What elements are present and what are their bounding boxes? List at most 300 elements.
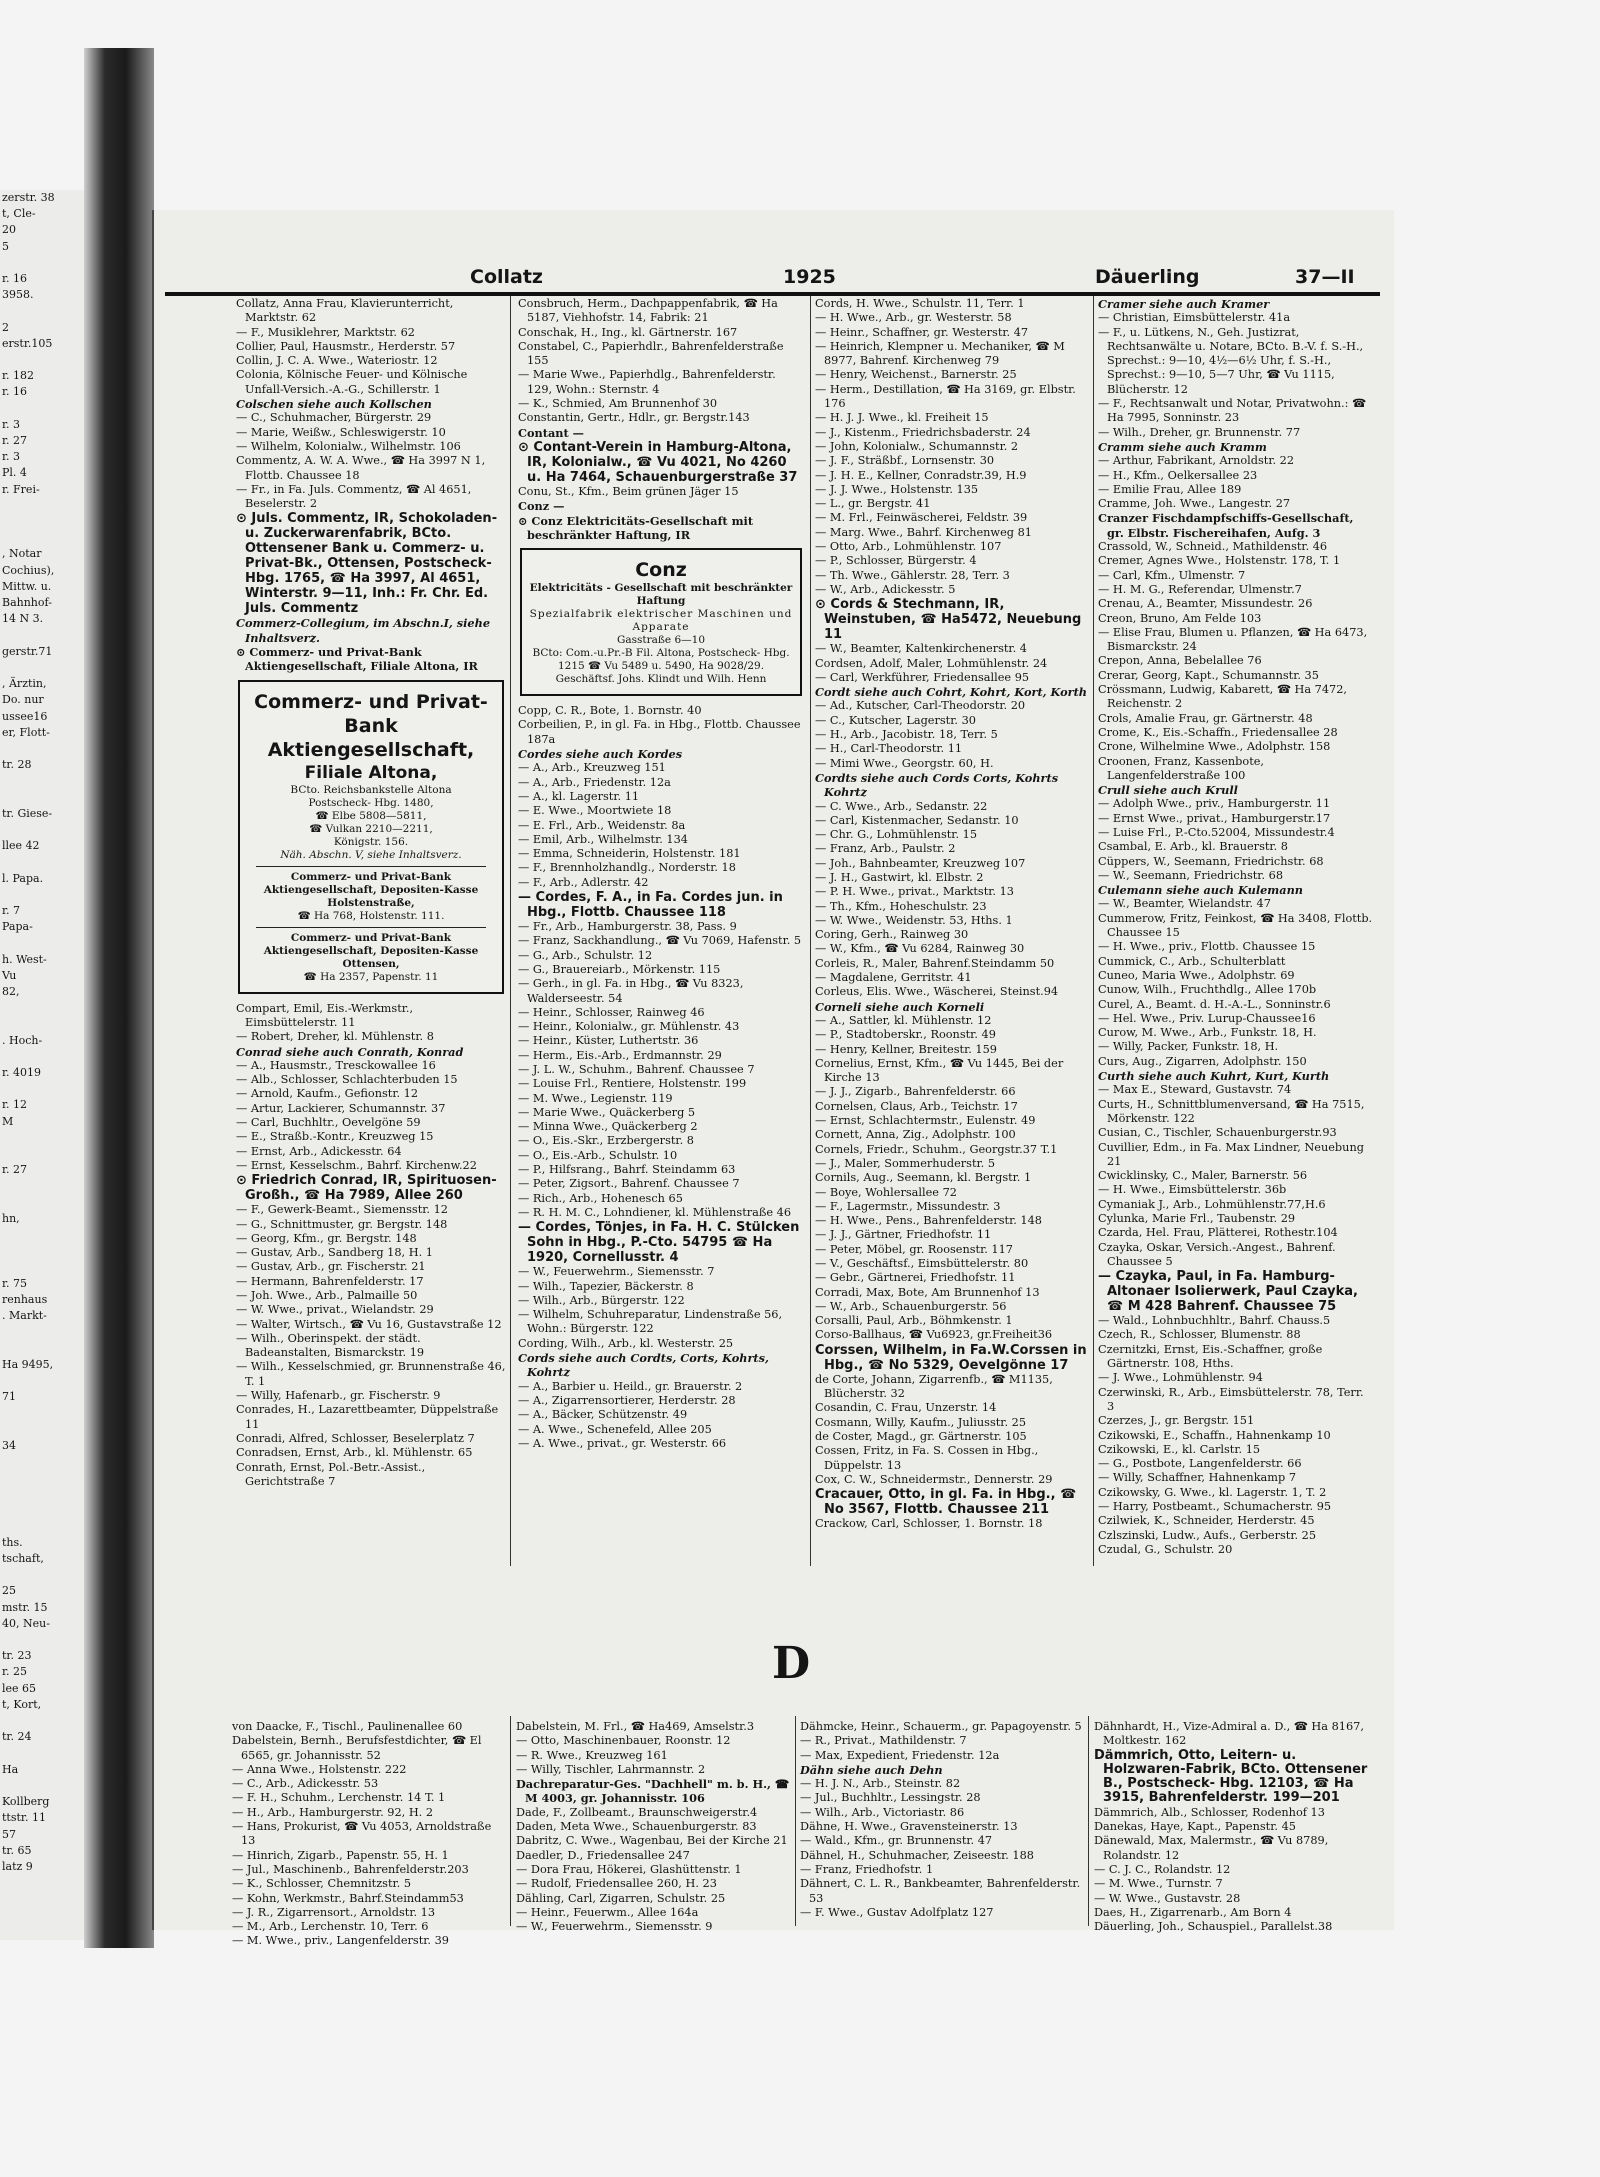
directory-entry: — C. J. C., Rolandstr. 12 xyxy=(1094,1862,1231,1876)
left-page-text-fragment: erstr.105 xyxy=(2,336,53,350)
directory-entry: — C., Arb., Adickesstr. 53 xyxy=(232,1777,379,1791)
directory-entry: — A., Arb., Kreuzweg 151 xyxy=(518,761,666,775)
directory-entry: — Luise Frl., P.-Cto.52004, Missundestr.4 xyxy=(1098,825,1335,839)
left-page-text-fragment: 82, xyxy=(2,984,20,998)
left-page-text-fragment xyxy=(0,1195,90,1211)
left-page-text-fragment: r. 182 xyxy=(2,369,35,383)
left-page-text-fragment: renhaus xyxy=(2,1292,48,1306)
directory-entry: Commerz-Collegium, im Abschn.I, siehe Inhaltsverz. xyxy=(236,616,491,645)
directory-entry: Conu, St., Kfm., Beim grünen Jäger 15 xyxy=(518,484,739,498)
directory-entry: — W., Arb., Schauenburgerstr. 56 xyxy=(815,1299,1007,1313)
directory-entry: Cordts siehe auch Cords Corts, Kohrts Kohrtz xyxy=(815,770,1059,800)
directory-entry: — Th., Kfm., Hoheschulstr. 23 xyxy=(815,899,987,913)
directory-entry: — W., Kfm., ☎ Vu 6284, Rainweg 30 xyxy=(815,942,1025,956)
directory-entry: — Marie Wwe., Papierhdlg., Bahrenfelderstr. 129, Wohn.: Sternstr. 4 xyxy=(518,368,776,396)
directory-entry: — R., Privat., Mathildenstr. 7 xyxy=(800,1734,967,1748)
ad-branch: Commerz- und Privat-Bank Aktiengesellschaft, Depositen-Kasse Holstenstraße, xyxy=(263,870,479,909)
left-page-text-fragment: 25 xyxy=(2,1584,16,1598)
directory-entry: Czikowsky, G. Wwe., kl. Lagerstr. 1, T. 2 xyxy=(1098,1485,1327,1499)
left-page-text-fragment: r. 3 xyxy=(2,417,21,431)
directory-entry: — Heinrich, Klempner u. Mechaniker, ☎ M 8977, Bahrenf. Kirchenweg 79 xyxy=(815,339,1065,368)
header-year: 1925 xyxy=(783,266,836,288)
left-page-text-fragment: Mittw. u. xyxy=(2,579,52,593)
directory-entry: Crone, Wilhelmine Wwe., Adolphstr. 158 xyxy=(1098,740,1331,754)
left-page-text-fragment: ussee16 xyxy=(2,709,48,723)
directory-entry: Consbruch, Herm., Dachpappenfabrik, ☎ Ha 5187, Viehhofstr. 14, Fabrik: 21 xyxy=(518,297,778,325)
directory-entry: Corleus, Elis. Wwe., Wäscherei, Steinst.94 xyxy=(815,985,1059,999)
directory-entry: Cornett, Anna, Zig., Adolphstr. 100 xyxy=(815,1128,1016,1142)
directory-entry: — G., Schnittmuster, gr. Bergstr. 148 xyxy=(236,1217,448,1231)
directory-entry: — G., Postbote, Langenfelderstr. 66 xyxy=(1098,1457,1302,1471)
directory-entry: Commentz, A. W. A. Wwe., ☎ Ha 3997 N 1, Flottb. Chaussee 18 xyxy=(236,454,486,482)
left-page-text-fragment: llee 42 xyxy=(2,839,40,853)
directory-entry: — Emilie Frau, Allee 189 xyxy=(1098,482,1242,496)
directory-entry: Copp, C. R., Bote, 1. Bornstr. 40 xyxy=(518,704,702,718)
directory-entry: — W., Seemann, Friedrichstr. 68 xyxy=(1098,868,1284,882)
directory-entry: Cords, H. Wwe., Schulstr. 11, Terr. 1 xyxy=(815,297,1025,310)
directory-entry: — J. R., Zigarrensort., Arnoldstr. 13 xyxy=(232,1905,436,1919)
directory-entry: — Chr. G., Lohmühlenstr. 15 xyxy=(815,828,978,842)
column-2 xyxy=(518,297,804,1451)
directory-entry: — Fr., in Fa. Juls. Commentz, ☎ Al 4651, Beselerstr. 2 xyxy=(236,482,472,511)
directory-entry: — J., Kistenm., Friedrichsbaderstr. 24 xyxy=(815,425,1031,439)
directory-entry: — Wald., Kfm., gr. Brunnenstr. 47 xyxy=(800,1834,993,1848)
directory-entry: — P., Stadtoberskr., Roonstr. 49 xyxy=(815,1028,996,1042)
directory-entry: — Georg, Kfm., gr. Bergstr. 148 xyxy=(236,1231,417,1245)
directory-entry: Colschen siehe auch Kollschen xyxy=(236,397,432,412)
directory-entry: Curth siehe auch Kuhrt, Kurt, Kurth xyxy=(1098,1069,1330,1084)
directory-entry: Cracauer, Otto, in gl. Fa. in Hbg., ☎ No 3567, Flottb. Chaussee 211 xyxy=(815,1487,1077,1518)
directory-entry: — W. Wwe., Weidenstr. 53, Hths. 1 xyxy=(815,913,1013,927)
directory-entry: Cranzer Fischdampfschiffs-Gesellschaft, gr. Elbstr. Fischereihafen, Aufg. 3 xyxy=(1098,511,1354,540)
directory-entry: — Wilh., Arb., Victoriastr. 86 xyxy=(800,1805,965,1819)
directory-entry: Coring, Gerh., Rainweg 30 xyxy=(815,928,969,942)
conz-advertisement xyxy=(520,548,802,696)
ad-line: Spezialfabrik elektrischer Maschinen und Apparate xyxy=(529,608,793,634)
left-page-text-fragment: hn, xyxy=(2,1211,20,1225)
directory-entry: — Robert, Dreher, kl. Mühlenstr. 8 xyxy=(236,1030,434,1044)
directory-entry: — Peter, Möbel, gr. Roosenstr. 117 xyxy=(815,1242,1013,1256)
directory-entry: Dähnert, C. L. R., Bankbeamter, Bahrenfelderstr. 53 xyxy=(800,1877,1081,1905)
left-page-text-fragment: r. 27 xyxy=(2,1163,28,1177)
left-page-text-fragment: er, Flott- xyxy=(2,725,50,739)
directory-entry: — F., Brennholzhandlg., Norderstr. 18 xyxy=(518,861,736,875)
directory-entry: — Wald., Lohnbuchhltr., Bahrf. Chauss.5 xyxy=(1098,1314,1331,1328)
directory-entry: — H. Wwe., priv., Flottb. Chaussee 15 xyxy=(1098,940,1316,954)
directory-entry: — J. J., Gärtner, Friedhofstr. 11 xyxy=(815,1228,992,1242)
d-column-3 xyxy=(800,1720,1082,1920)
directory-entry: Dabritz, C. Wwe., Wagenbau, Bei der Kirche 21 xyxy=(516,1834,788,1848)
left-page-text-fragment xyxy=(0,303,90,319)
directory-entry: — J. F., Sträßbf., Lornsenstr. 30 xyxy=(815,454,995,468)
directory-entry: Dabelstein, M. Frl., ☎ Ha469, Amselstr.3 xyxy=(516,1720,755,1733)
directory-entry: Cunow, Wilh., Fruchthdlg., Allee 170b xyxy=(1098,983,1317,997)
left-page-text-fragment xyxy=(0,401,90,417)
directory-entry: — Henry, Weichenst., Barnerstr. 25 xyxy=(815,368,1017,382)
directory-entry: Czech, R., Schlosser, Blumenstr. 88 xyxy=(1098,1328,1301,1342)
directory-entry: — J. J., Zigarb., Bahrenfelderstr. 66 xyxy=(815,1085,1016,1099)
directory-entry: Crerar, Georg, Kapt., Schumannstr. 35 xyxy=(1098,668,1319,682)
header-right-keyword: Däuerling xyxy=(1095,266,1200,288)
directory-entry: Cornelius, Ernst, Kfm., ☎ Vu 1445, Bei der Kirche 13 xyxy=(815,1056,1064,1085)
directory-entry: — A., Bäcker, Schützenstr. 49 xyxy=(518,1408,688,1422)
directory-entry: Crössmann, Ludwig, Kabarett, ☎ Ha 7472, Reichenstr. 2 xyxy=(1098,683,1347,711)
directory-entry: — C., Schuhmacher, Bürgerstr. 29 xyxy=(236,411,432,425)
directory-entry: — K., Schmied, Am Brunnenhof 30 xyxy=(518,397,718,411)
directory-entry: — J., Maler, Sommerhuderstr. 5 xyxy=(815,1156,996,1170)
directory-entry: — Wilh., Arb., Bürgerstr. 122 xyxy=(518,1293,685,1307)
directory-entry: — W., Beamter, Wielandstr. 47 xyxy=(1098,897,1271,911)
left-page-text-fragment xyxy=(0,854,90,870)
directory-entry: Dähne, H. Wwe., Gravensteinerstr. 13 xyxy=(800,1820,1018,1834)
directory-entry: — Willy, Packer, Funkstr. 18, H. xyxy=(1098,1040,1279,1054)
ad-title: Conz xyxy=(635,559,687,582)
directory-entry: Däuerling, Joh., Schauspiel., Parallelst.38 xyxy=(1094,1920,1333,1934)
directory-entry: — Mimi Wwe., Georgstr. 60, H. xyxy=(815,756,994,770)
left-page-text-fragment: Kollberg xyxy=(2,1795,50,1809)
directory-entry: — Wilh., Oberinspekt. der städt. Badeanstalten, Bismarckstr. 19 xyxy=(236,1331,425,1360)
left-page-text-fragment xyxy=(0,935,90,951)
directory-entry: Corso-Ballhaus, ☎ Vu6923, gr.Freiheit36 xyxy=(815,1328,1053,1342)
directory-entry: — Heinr., Kolonialw., gr. Mühlenstr. 43 xyxy=(518,1020,740,1034)
directory-entry: — H. J. N., Arb., Steinstr. 82 xyxy=(800,1777,961,1791)
left-page-text-fragment: r. 3 xyxy=(2,450,21,464)
directory-entry: — Ernst, Kesselschm., Bahrf. Kirchenw.22 xyxy=(236,1158,477,1172)
directory-entry: Dade, F., Zollbeamt., Braunschweigerstr.4 xyxy=(516,1805,758,1819)
ad-line: Königstr. 156. xyxy=(333,835,409,848)
directory-entry: — Franz, Sackhandlung., ☎ Vu 7069, Hafenstr. 5 xyxy=(518,934,802,948)
ad-line: ☎ Ha 2357, Papenstr. 11 xyxy=(303,970,439,983)
directory-entry: — Hel. Wwe., Priv. Lurup-Chaussee16 xyxy=(1098,1011,1316,1025)
directory-entry: — J. H. E., Kellner, Conradstr.39, H.9 xyxy=(815,468,1027,482)
ad-line: Näh. Abschn. V, siehe Inhaltsverz. xyxy=(280,848,462,861)
directory-entry: — Emil, Arb., Wilhelmstr. 134 xyxy=(518,832,688,846)
directory-entry: — C., Kutscher, Lagerstr. 30 xyxy=(815,713,976,727)
directory-entry: — H., Carl-Theodorstr. 11 xyxy=(815,742,963,756)
left-page-text-fragment: zerstr. 38 xyxy=(2,191,55,204)
directory-entry: — Ernst, Schlachtermstr., Eulenstr. 49 xyxy=(815,1114,1036,1128)
directory-entry: ⊙ Juls. Commentz, IR, Schokoladen- u. Zuckerwarenfabrik, BCto. Ottensener Bank u. Commerz- u. Privat-Bk., Ottensen, Postscheck-Hbg. 1765, ☎ Ha 3997, Al 4651, Winterstr. 9—11, Inh.: Fr. Chr. Ed. Juls. Commentz xyxy=(236,511,498,617)
directory-entry: Czernitzki, Ernst, Eis.-Schaffner, große Gärtnerstr. 108, Hths. xyxy=(1098,1342,1323,1371)
column-1 xyxy=(236,297,506,1489)
directory-entry: — A. Wwe., privat., gr. Westerstr. 66 xyxy=(518,1436,727,1450)
directory-entry: — Herm., Eis.-Arb., Erdmannstr. 29 xyxy=(518,1048,722,1062)
left-page-text-fragment xyxy=(0,1081,90,1097)
left-page-text-fragment: Pl. 4 xyxy=(2,466,27,480)
left-page-text-fragment: 14 N 3. xyxy=(2,612,44,626)
directory-entry: — W., Arb., Adickesstr. 5 xyxy=(815,582,956,596)
ad-line: BCto: Com.-u.Pr.-B Fil. Altona, Postscheck- Hbg. 1215 ☎ Vu 5489 u. 5490, Ha 9028/29. Geschäftsf. Johs. Klindt und Wilh. Henn xyxy=(532,647,790,686)
directory-entry: — Elise Frau, Blumen u. Pflanzen, ☎ Ha 6473, Bismarckstr. 24 xyxy=(1098,625,1368,654)
directory-entry: Cuvillier, Edm., in Fa. Max Lindner, Neuebung 21 xyxy=(1098,1140,1364,1168)
directory-entry: — R. Wwe., Kreuzweg 161 xyxy=(516,1748,668,1762)
left-page-text-fragment xyxy=(0,822,90,838)
left-page-text-fragment xyxy=(0,1227,90,1243)
directory-entry: Dähnhardt, H., Vize-Admiral a. D., ☎ Ha 8167, Moltkestr. 162 xyxy=(1094,1720,1364,1748)
directory-entry: Corradi, Max, Bote, Am Brunnenhof 13 xyxy=(815,1285,1040,1299)
directory-entry: Dachreparatur-Ges. "Dachhell" m. b. H., ☎ M 4003, gr. Johannisstr. 106 xyxy=(516,1777,789,1806)
left-page-text-fragment: r. 16 xyxy=(2,272,28,286)
page-number: 37—II xyxy=(1295,266,1355,288)
column-rule xyxy=(510,296,511,1566)
directory-entry: — E., Straßb.-Kontr., Kreuzweg 15 xyxy=(236,1130,434,1144)
directory-entry: Czayka, Oskar, Versich.-Angest., Bahrenf. Chaussee 5 xyxy=(1098,1240,1336,1268)
directory-entry: — Heinr., Küster, Luthertstr. 36 xyxy=(518,1034,699,1048)
left-page-text-fragment xyxy=(0,660,90,676)
directory-entry: Cramm siehe auch Kramm xyxy=(1098,439,1267,454)
directory-entry: — Th. Wwe., Gählerstr. 28, Terr. 3 xyxy=(815,568,1010,582)
section-letter: D xyxy=(772,1638,811,1689)
directory-entry: Corneli siehe auch Korneli xyxy=(815,999,985,1014)
directory-entry: — Alb., Schlosser, Schlachterbuden 15 xyxy=(236,1073,458,1087)
directory-entry: — Hans, Prokurist, ☎ Vu 4053, Arnoldstraße 13 xyxy=(232,1820,492,1848)
directory-entry: — A. Wwe., Schenefeld, Allee 205 xyxy=(518,1422,712,1436)
directory-entry: Dähnel, H., Schuhmacher, Zeiseestr. 188 xyxy=(800,1848,1034,1862)
left-page-text-fragment xyxy=(0,352,90,368)
ad-line: ☎ Elbe 5808—5811, xyxy=(315,809,427,822)
ad-line: BCto. Reichsbankstelle Altona xyxy=(290,783,452,796)
directory-entry: — A., kl. Lagerstr. 11 xyxy=(518,789,640,803)
directory-entry: de Coster, Magd., gr. Gärtnerstr. 105 xyxy=(815,1429,1027,1443)
directory-entry: — C. Wwe., Arb., Sedanstr. 22 xyxy=(815,799,988,813)
directory-entry: — Willy, Tischler, Lahrmannstr. 2 xyxy=(516,1762,706,1776)
directory-entry: — Wilhelm, Kolonialw., Wilhelmstr. 106 xyxy=(236,439,461,453)
directory-entry: — Carl, Werkführer, Friedensallee 95 xyxy=(815,670,1030,684)
directory-entry: Dähling, Carl, Zigarren, Schulstr. 25 xyxy=(516,1891,726,1905)
directory-entry: de Corte, Johann, Zigarrenfb., ☎ M1135, Blücherstr. 32 xyxy=(815,1372,1053,1401)
directory-entry: Collin, J. C. A. Wwe., Wateriostr. 12 xyxy=(236,354,438,368)
left-page-text-fragment xyxy=(0,530,90,546)
directory-entry: — Otto, Arb., Lohmühlenstr. 107 xyxy=(815,540,1002,554)
directory-entry: Creon, Bruno, Am Felde 103 xyxy=(1098,611,1262,625)
directory-entry: Cording, Wilh., Arb., kl. Westerstr. 25 xyxy=(518,1336,734,1350)
directory-entry: — F., u. Lütkens, N., Geh. Justizrat, Rechtsanwälte u. Notare, BCto. B.-V. f. S.-H., Sprechst.: 9—10, 4½—6½ Uhr, f. S.-H., Sprechst.: 9—10, 5—7 Uhr, ☎ Vu 1115, Blücherstr. 12 xyxy=(1098,325,1364,396)
directory-entry: — Gustav, Arb., Sandberg 18, H. 1 xyxy=(236,1246,433,1260)
directory-entry: — Willy, Hafenarb., gr. Fischerstr. 9 xyxy=(236,1389,441,1403)
left-page-text-fragment: l. Papa. xyxy=(2,871,44,885)
left-page-text-fragment: ttstr. 11 xyxy=(2,1811,46,1825)
directory-entry: — H. J. J. Wwe., kl. Freiheit 15 xyxy=(815,411,989,425)
directory-entry: Culemann siehe auch Kulemann xyxy=(1098,883,1304,898)
directory-entry: Crome, K., Eis.-Schaffn., Friedensallee 28 xyxy=(1098,725,1338,739)
directory-entry: Curow, M. Wwe., Arb., Funkstr. 18, H. xyxy=(1098,1026,1317,1040)
left-page-text-fragment: r. 25 xyxy=(2,1665,28,1679)
directory-entry: — P., Schlosser, Bürgerstr. 4 xyxy=(815,554,977,568)
directory-entry: Dämmrich, Alb., Schlosser, Rodenhof 13 xyxy=(1094,1805,1325,1819)
directory-entry: Csambal, E. Arb., kl. Brauerstr. 8 xyxy=(1098,840,1288,854)
directory-entry: Cylunka, Marie Frl., Taubenstr. 29 xyxy=(1098,1212,1296,1225)
directory-entry: — Adolph Wwe., priv., Hamburgerstr. 11 xyxy=(1098,797,1331,811)
directory-entry: — Artur, Lackierer, Schumannstr. 37 xyxy=(236,1101,446,1115)
d-column-4 xyxy=(1094,1720,1378,1934)
directory-entry: — Marie, Weißw., Schleswigerstr. 10 xyxy=(236,425,446,439)
directory-entry: Conz — xyxy=(518,499,565,514)
left-page-text-fragment xyxy=(0,1324,90,1340)
left-page-text-fragment xyxy=(0,1146,90,1162)
left-page-text-fragment xyxy=(0,255,90,271)
left-page-text-fragment: tr. 24 xyxy=(2,1730,32,1744)
left-page-text-fragment: 71 xyxy=(2,1390,16,1404)
directory-entry: — H. Wwe., Pens., Bahrenfelderstr. 148 xyxy=(815,1214,1042,1228)
left-page-text-fragment xyxy=(0,1049,90,1065)
directory-entry: Cummerow, Fritz, Feinkost, ☎ Ha 3408, Flottb. Chaussee 15 xyxy=(1098,911,1373,940)
left-page-text-fragment: latz 9 xyxy=(2,1859,33,1873)
left-page-text-fragment xyxy=(0,1000,90,1016)
directory-entry: — M. Wwe., Legienstr. 119 xyxy=(518,1091,673,1105)
left-page-text-fragment xyxy=(0,627,90,643)
directory-entry: Conrad siehe auch Conrath, Konrad xyxy=(236,1044,464,1059)
directory-entry: — A., Arb., Friedenstr. 12a xyxy=(518,775,671,789)
directory-entry: Crassold, W., Schneid., Mathildenstr. 46 xyxy=(1098,540,1328,554)
directory-entry: Cremer, Agnes Wwe., Holstenstr. 178, T. 1 xyxy=(1098,554,1341,568)
directory-entry: Crackow, Carl, Schlosser, 1. Bornstr. 18 xyxy=(815,1517,1043,1531)
directory-entry: Curs, Aug., Zigarren, Adolphstr. 150 xyxy=(1098,1054,1307,1068)
directory-entry: — M. Wwe., priv., Langenfelderstr. 39 xyxy=(232,1934,449,1948)
directory-entry: — Marie Wwe., Quäckerberg 5 xyxy=(518,1105,696,1119)
directory-entry: — V., Geschäftsf., Eimsbüttelerstr. 80 xyxy=(815,1257,1029,1270)
directory-entry: Cosmann, Willy, Kaufm., Juliusstr. 25 xyxy=(815,1415,1027,1429)
directory-entry: — Arthur, Fabrikant, Arnoldstr. 22 xyxy=(1098,454,1295,468)
directory-entry: — Cordes, F. A., in Fa. Cordes jun. in Hbg., Flottb. Chaussee 118 xyxy=(518,890,783,921)
header-left-keyword: Collatz xyxy=(470,266,543,288)
directory-entry: — A., Hausmstr., Tresckowallee 16 xyxy=(236,1058,436,1072)
directory-entry: — Wilh., Dreher, gr. Brunnenstr. 77 xyxy=(1098,425,1301,439)
directory-entry: — Wilhelm, Schuhreparatur, Lindenstraße 56, Wohn.: Bürgerstr. 122 xyxy=(518,1308,783,1336)
directory-entry: — W. Wwe., Gustavstr. 28 xyxy=(1094,1891,1241,1905)
left-page-text-fragment xyxy=(0,514,90,530)
left-page-text-fragment xyxy=(0,1470,90,1486)
directory-entry: — Gustav, Arb., gr. Fischerstr. 21 xyxy=(236,1260,426,1274)
directory-entry: — Rudolf, Friedensallee 260, H. 23 xyxy=(516,1877,717,1891)
directory-entry: — Boye, Wohlersallee 72 xyxy=(815,1185,957,1199)
directory-entry: — Jul., Maschinenb., Bahrenfelderstr.203 xyxy=(232,1862,469,1876)
directory-entry: Cox, C. W., Schneidermstr., Dennerstr. 29 xyxy=(815,1472,1053,1486)
directory-entry: — F., Rechtsanwalt und Notar, Privatwohn.: ☎ Ha 7995, Sonninstr. 23 xyxy=(1098,397,1367,425)
left-page-text-fragment xyxy=(0,498,90,514)
directory-entry: ⊙ Cords & Stechmann, IR, Weinstuben, ☎ Ha5472, Neuebung 11 xyxy=(815,597,1082,643)
directory-entry: Cramme, Joh. Wwe., Langestr. 27 xyxy=(1098,497,1291,511)
left-page-text-fragment: tr. 23 xyxy=(2,1649,32,1663)
directory-entry: Curts, H., Schnittblumenversand, ☎ Ha 7515, Mörkenstr. 122 xyxy=(1098,1097,1365,1125)
left-page-text-fragment: . Hoch- xyxy=(2,1033,43,1047)
directory-entry: — W., Feuerwehrm., Siemensstr. 7 xyxy=(518,1265,715,1279)
left-page-text-fragment: r. 16 xyxy=(2,385,28,399)
left-page-text-fragment: gerstr.71 xyxy=(2,644,53,658)
left-page-text-fragment: , Ärztin, xyxy=(2,677,47,691)
column-rule xyxy=(510,1716,511,1926)
directory-entry: — Max, Expedient, Friedenstr. 12a xyxy=(800,1748,1000,1762)
directory-entry: — P. H. Wwe., privat., Marktstr. 13 xyxy=(815,885,1014,899)
left-page-text-fragment xyxy=(0,1421,90,1437)
ad-line: Postscheck- Hbg. 1480, xyxy=(308,796,434,809)
directory-entry: Conrades, H., Lazarettbeamter, Düppelstraße 11 xyxy=(236,1403,499,1431)
directory-entry: Cordt siehe auch Cohrt, Kohrt, Kort, Korth xyxy=(815,685,1088,700)
book-gutter xyxy=(84,48,154,1948)
directory-entry: — H., Arb., Jacobistr. 18, Terr. 5 xyxy=(815,728,998,742)
directory-entry: Cusian, C., Tischler, Schauenburgerstr.93 xyxy=(1098,1126,1337,1140)
directory-entry: — F., Gewerk-Beamt., Siemensstr. 12 xyxy=(236,1203,448,1217)
directory-entry: — P., Hilfsrang., Bahrf. Steindamm 63 xyxy=(518,1163,736,1177)
directory-entry: — Peter, Zigsort., Bahrenf. Chaussee 7 xyxy=(518,1177,740,1191)
left-page-text-fragment xyxy=(0,1632,90,1648)
left-page-text-fragment xyxy=(0,1486,90,1502)
directory-entry: — Fr., Arb., Hamburgerstr. 38, Pass. 9 xyxy=(518,920,737,934)
directory-entry: — Joh., Bahnbeamter, Kreuzweg 107 xyxy=(815,856,1026,870)
directory-entry: ⊙ Friedrich Conrad, IR, Spirituosen-Großh., ☎ Ha 7989, Allee 260 xyxy=(236,1173,497,1204)
directory-entry: Conradi, Alfred, Schlosser, Beselerplatz 7 xyxy=(236,1431,475,1445)
directory-entry: — F., Lagermstr., Missundestr. 3 xyxy=(815,1199,1001,1213)
left-page-text-fragment: lee 65 xyxy=(2,1681,37,1695)
directory-entry: Czikowski, E., Schaffn., Hahnenkamp 10 xyxy=(1098,1428,1331,1442)
directory-entry: — A., Zigarrensortierer, Herderstr. 28 xyxy=(518,1393,736,1407)
directory-entry: von Daacke, F., Tischl., Paulinenallee 60 xyxy=(232,1720,463,1733)
directory-entry: Cüppers, W., Seemann, Friedrichstr. 68 xyxy=(1098,854,1324,868)
directory-entry: — Franz, Friedhofstr. 1 xyxy=(800,1862,934,1876)
left-page-text-fragment: 40, Neu- xyxy=(2,1616,50,1630)
left-page-text-fragment: r. 27 xyxy=(2,434,28,448)
directory-entry: Crenau, A., Beamter, Missundestr. 26 xyxy=(1098,597,1313,611)
column-rule xyxy=(810,296,811,1566)
directory-entry: Czlszinski, Ludw., Aufs., Gerberstr. 25 xyxy=(1098,1528,1317,1542)
ad-line: ☎ Ha 768, Holstenstr. 111. xyxy=(297,909,445,922)
ad-branch: Commerz- und Privat-Bank Aktiengesellschaft, Depositen-Kasse Ottensen, xyxy=(263,931,479,970)
directory-entry: — J. Wwe., Lohmühlenstr. 94 xyxy=(1098,1371,1263,1385)
left-page-text-fragment: tr. 28 xyxy=(2,758,32,772)
directory-entry: Dämmrich, Otto, Leitern- u. Holzwaren-Fabrik, BCto. Ottensener B., Postscheck- Hbg. 12103, ☎ Ha 3915, Bahrenfelderstr. 199—201 xyxy=(1094,1747,1368,1806)
left-page-text-fragment xyxy=(0,1130,90,1146)
directory-entry: Daden, Meta Wwe., Schauenburgerstr. 83 xyxy=(516,1820,757,1834)
directory-entry: — Kohn, Werkmstr., Bahrf.Steindamm53 xyxy=(232,1891,464,1905)
directory-entry: — Joh. Wwe., Arb., Palmaille 50 xyxy=(236,1288,418,1302)
directory-entry: — Hinrich, Zigarb., Papenstr. 55, H. 1 xyxy=(232,1848,449,1862)
directory-entry: — Louise Frl., Rentiere, Holstenstr. 199 xyxy=(518,1077,747,1091)
directory-entry: — O., Eis.-Skr., Erzbergerstr. 8 xyxy=(518,1134,694,1148)
directory-entry: Cymaniak J., Arb., Lohmühlenstr.77,H.6 xyxy=(1098,1197,1326,1211)
directory-entry: — F. Wwe., Gustav Adolfplatz 127 xyxy=(800,1905,994,1919)
directory-entry: Conrath, Ernst, Pol.-Betr.-Assist., Gerichtstraße 7 xyxy=(236,1460,426,1488)
directory-entry: — O., Eis.-Arb., Schulstr. 10 xyxy=(518,1148,678,1162)
directory-entry: Corssen, Wilhelm, in Fa.W.Corssen in Hbg., ☎ No 5329, Oevelgönne 17 xyxy=(815,1342,1087,1373)
directory-entry: — Arnold, Kaufm., Gefionstr. 12 xyxy=(236,1087,419,1101)
directory-entry: Crepon, Anna, Bebelallee 76 xyxy=(1098,654,1262,668)
directory-entry: — W., Feuerwehrm., Siemensstr. 9 xyxy=(516,1920,713,1934)
directory-entry: Curel, A., Beamt. d. H.-A.-L., Sonninstr.6 xyxy=(1098,997,1331,1011)
directory-entry: — John, Kolonialw., Schumannstr. 2 xyxy=(815,439,1019,453)
directory-entry: — Minna Wwe., Quäckerberg 2 xyxy=(518,1120,698,1134)
directory-entry: — H. Wwe., Arb., gr. Westerstr. 58 xyxy=(815,311,1012,325)
left-page-text-fragment: , Notar xyxy=(2,547,42,561)
directory-entry: — F. H., Schuhm., Lerchenstr. 14 T. 1 xyxy=(232,1791,446,1805)
left-page-text-fragment xyxy=(0,1778,90,1794)
left-page-text-fragment: Vu xyxy=(2,968,17,982)
ad-title: Commerz- und Privat-Bank Aktiengesellschaft, xyxy=(254,690,488,761)
directory-entry: — M. Frl., Feinwäscherei, Feldstr. 39 xyxy=(815,511,1028,525)
directory-entry: — Wilh., Tapezier, Bäckerstr. 8 xyxy=(518,1279,694,1293)
left-page-text-fragment: 2 xyxy=(2,320,9,334)
directory-entry: Crull siehe auch Krull xyxy=(1098,783,1238,798)
directory-entry: — H., Kfm., Oelkersallee 23 xyxy=(1098,468,1258,482)
directory-entry: Cossen, Fritz, in Fa. S. Cossen in Hbg., Düppelstr. 13 xyxy=(815,1444,1039,1472)
directory-entry: Collier, Paul, Hausmstr., Herderstr. 57 xyxy=(236,339,456,353)
directory-entry: — Harry, Postbeamt., Schumacherstr. 95 xyxy=(1098,1500,1332,1514)
left-page-text-fragment: M xyxy=(2,1114,14,1128)
column-rule xyxy=(795,1716,796,1926)
left-page-text-fragment xyxy=(0,790,90,806)
left-page-text-fragment xyxy=(0,1259,90,1275)
commerz-bank-advertisement xyxy=(238,680,504,994)
directory-entry: Czikowski, E., kl. Carlstr. 15 xyxy=(1098,1442,1261,1456)
left-page-text-fragment: Ha 9495, xyxy=(2,1357,54,1371)
